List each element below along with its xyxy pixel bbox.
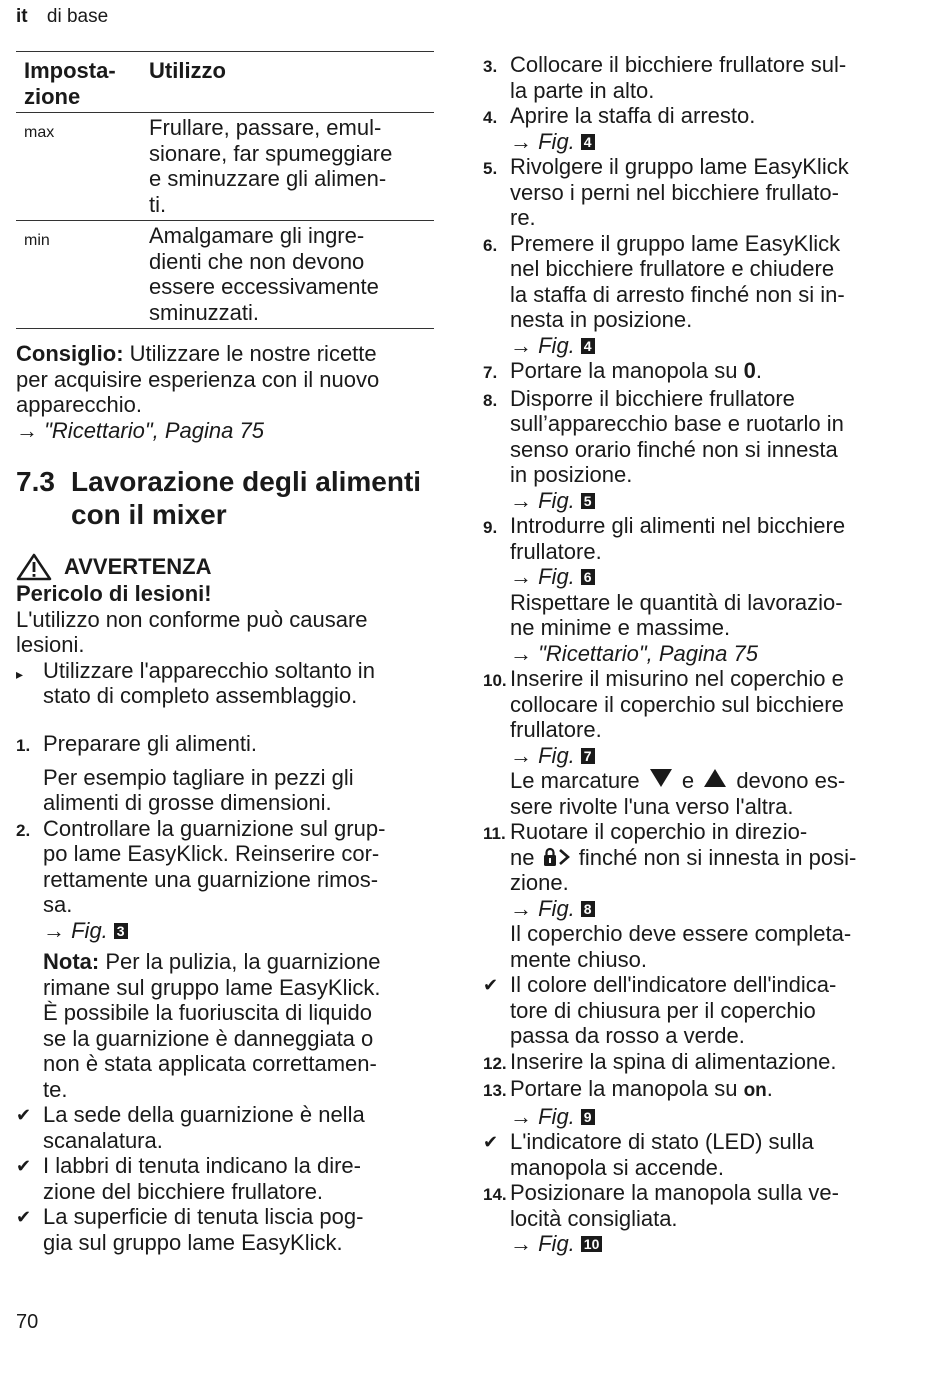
table-row	[16, 113, 434, 220]
tip-text: Utilizzare le nostre ricette per acquisire esperienza con il nuovo apparecchio.	[16, 341, 380, 417]
check-text: La superficie di tenuta liscia pog- gia sul gruppo lame EasyKlick.	[43, 1204, 364, 1255]
step-number: 8.	[483, 390, 498, 410]
step-number: 4.	[483, 108, 498, 127]
step-text: Inserire il misurino nel coperchio e collocare il coperchio sul bicchiere frullatore.	[510, 666, 844, 742]
warning-title	[16, 553, 434, 581]
figure-number-badge: 7	[581, 748, 595, 764]
figure-reference[interactable]	[510, 1104, 595, 1129]
warning-text: L'utilizzo non conforme può causare lesioni.	[16, 606, 368, 657]
step-number: 9.	[483, 518, 498, 537]
step-item	[483, 103, 908, 154]
step-number: 11.	[483, 824, 506, 843]
figure-label: → Fig.	[43, 917, 108, 943]
checkmark-icon: ✔	[16, 1207, 32, 1227]
knob-position-zero: 0	[743, 358, 756, 383]
knob-position-on: on	[743, 1080, 767, 1101]
warning-block	[16, 553, 434, 709]
page-header	[16, 6, 108, 28]
step-text: Rivolgere il gruppo lame EasyKlick verso i perni nel bicchiere frullato- re.	[510, 154, 849, 230]
figure-label: → Fig.	[510, 487, 575, 513]
step-number: 1.	[16, 736, 31, 755]
figure-number-badge: 10	[581, 1236, 603, 1252]
figure-reference[interactable]	[510, 1231, 602, 1256]
table-header	[16, 52, 434, 113]
page-number: 70	[16, 1311, 39, 1333]
checkmark-icon: ✔	[483, 975, 499, 995]
setting-cell: max	[24, 124, 55, 141]
note-block	[16, 949, 434, 1102]
right-steps	[483, 52, 908, 1257]
step-item	[16, 731, 434, 759]
column-header-setting: Imposta- zione	[24, 58, 116, 109]
figure-reference[interactable]	[510, 564, 908, 590]
check-item	[16, 1153, 434, 1204]
table-row	[16, 220, 434, 328]
figure-label: → Fig.	[510, 742, 575, 768]
checkmark-icon: ✔	[16, 1156, 32, 1176]
check-item	[16, 1102, 434, 1153]
step-number: 14.	[483, 1185, 507, 1204]
step-item	[483, 154, 908, 231]
step-extra-text: Rispettare le quantità di lavorazio- ne minime e massime.	[510, 589, 843, 640]
note-label: Nota:	[43, 949, 100, 974]
recipe-reference-link[interactable]: → "Ricettario", Pagina 75	[510, 640, 758, 666]
step-text: Preparare gli alimenti.	[43, 731, 257, 756]
step-extra-text: Le marcature	[510, 768, 646, 793]
triangle-down-marker-icon	[650, 769, 672, 787]
figure-number-badge: 5	[581, 493, 595, 509]
use-cell: Frullare, passare, emul- sionare, far spumeggiare e sminuzzare gli alimen- ti.	[149, 115, 393, 217]
step-item	[483, 52, 908, 103]
step-text-end: .	[766, 1076, 773, 1101]
warning-subtitle: Pericolo di lesioni!	[16, 581, 212, 606]
figure-reference[interactable]	[43, 918, 128, 943]
step-text-end: finché non si innesta in posi- zione.	[510, 844, 857, 895]
figure-number-badge: 8	[581, 901, 595, 917]
check-text: Il colore dell'indicatore dell'indica- tore di chiusura per il coperchio passa da rosso a verde.	[510, 972, 837, 1048]
step-text: Ruotare il coperchio in direzio- ne	[510, 819, 808, 870]
warning-triangle-icon	[16, 553, 52, 581]
step-item	[483, 666, 908, 819]
use-cell: Amalgamare gli ingre- dienti che non devono essere eccessivamente sminuzzati.	[149, 223, 379, 325]
step-extra	[16, 765, 434, 816]
figure-reference[interactable]	[510, 333, 595, 358]
step-item	[483, 386, 908, 514]
step-extra-text: Il coperchio deve essere completa- mente chiuso.	[510, 921, 852, 972]
step-text-end: .	[755, 358, 762, 383]
figure-label: → Fig.	[510, 895, 575, 921]
step-item	[483, 1049, 908, 1077]
note-text: Per la pulizia, la guarnizione rimane sul gruppo lame EasyKlick. È possibile la fuoriuscita di liquido se la guarnizione è danneggiata o non è stata applicata correttamen- te.	[43, 949, 381, 1102]
step-item	[16, 816, 434, 944]
check-item	[16, 1204, 434, 1255]
figure-label: → Fig.	[510, 564, 575, 589]
step-text: Collocare il bicchiere frullatore sul- la parte in alto.	[510, 52, 847, 103]
settings-table	[16, 51, 434, 329]
step-text: Posizionare la manopola sulla ve- locità consigliata.	[510, 1180, 839, 1231]
figure-label: → Fig.	[510, 1231, 575, 1256]
heading-number: 7.3	[16, 466, 55, 497]
step-text: Controllare la guarnizione sul grup- po lame EasyKlick. Reinserire cor- rettamente una guarnizione rimos- sa.	[43, 815, 386, 917]
figure-label: → Fig.	[510, 332, 575, 358]
tip-label: Consiglio:	[16, 341, 124, 366]
step-extra-text-end: devono es- sere rivolte l'una verso l'altra.	[510, 768, 846, 819]
figure-reference[interactable]	[510, 488, 595, 513]
check-text: I labbri di tenuta indicano la dire- zione del bicchiere frullatore.	[43, 1153, 361, 1204]
step-extra-conjunction: e	[675, 768, 701, 793]
left-steps	[16, 731, 434, 1255]
step-item	[483, 231, 908, 359]
figure-number-badge: 3	[114, 923, 128, 939]
step-text: Aprire la staffa di arresto.	[510, 103, 756, 128]
triangle-up-marker-icon	[704, 769, 726, 787]
step-text: Portare la manopola su	[510, 358, 744, 383]
check-text: La sede della guarnizione è nella scanalatura.	[43, 1102, 365, 1153]
step-item	[483, 513, 908, 666]
step-item	[483, 819, 908, 972]
check-item	[483, 1129, 908, 1180]
figure-number-badge: 4	[581, 338, 595, 354]
figure-label: → Fig.	[510, 128, 575, 154]
lock-rotate-icon	[542, 847, 572, 867]
figure-number-badge: 9	[581, 1109, 595, 1125]
step-number: 5.	[483, 159, 498, 178]
warning-title-text: AVVERTENZA	[64, 554, 212, 580]
step-item	[483, 1076, 908, 1129]
bullet-triangle-icon: ▸	[16, 665, 24, 682]
step-number: 2.	[16, 820, 31, 840]
step-number: 6.	[483, 235, 498, 255]
section-name: di base	[46, 6, 109, 27]
step-text: Introdurre gli alimenti nel bicchiere frullatore.	[510, 513, 846, 564]
step-extra-text: Per esempio tagliare in pezzi gli alimenti di grosse dimensioni.	[43, 764, 354, 815]
step-text: Premere il gruppo lame EasyKlick nel bicchiere frullatore e chiudere la staffa di arresto finché non si in- nesta in posizione.	[510, 230, 845, 332]
figure-reference[interactable]	[510, 129, 595, 154]
checkmark-icon: ✔	[483, 1132, 499, 1152]
column-header-use: Utilizzo	[149, 58, 226, 83]
step-number: 10.	[483, 671, 507, 690]
step-item	[483, 358, 908, 386]
figure-number-badge: 4	[581, 134, 595, 150]
language-code: it	[16, 6, 28, 27]
heading-line2: con il mixer	[71, 499, 227, 530]
step-number: 7.	[483, 363, 498, 382]
step-text: Disporre il bicchiere frullatore sull’apparecchio base e ruotarlo in senso orario finché non si innesta in posizione.	[510, 385, 844, 487]
step-number: 13.	[483, 1081, 507, 1100]
step-number: 12.	[483, 1053, 507, 1073]
check-text: L'indicatore di stato (LED) sulla manopola si accende.	[510, 1129, 814, 1180]
warning-bullet-text: Utilizzare l'apparecchio soltanto in stato di completo assemblaggio.	[43, 657, 375, 708]
heading-line1: Lavorazione degli alimenti	[71, 466, 422, 497]
step-text: Inserire la spina di alimentazione.	[510, 1048, 837, 1074]
step-item	[483, 1180, 908, 1257]
tip-block	[16, 341, 434, 443]
figure-label: → Fig.	[510, 1103, 575, 1129]
setting-cell: min	[24, 232, 50, 249]
step-text: Portare la manopola su	[510, 1076, 744, 1101]
step-number: 3.	[483, 57, 498, 76]
section-heading	[16, 465, 446, 531]
figure-number-badge: 6	[581, 569, 595, 585]
warning-bullet	[16, 658, 434, 709]
checkmark-icon: ✔	[16, 1105, 32, 1125]
recipe-reference-link[interactable]: → "Ricettario", Pagina 75	[16, 417, 264, 443]
check-item	[483, 972, 908, 1049]
figure-reference[interactable]	[510, 743, 908, 769]
figure-reference[interactable]	[510, 896, 908, 922]
